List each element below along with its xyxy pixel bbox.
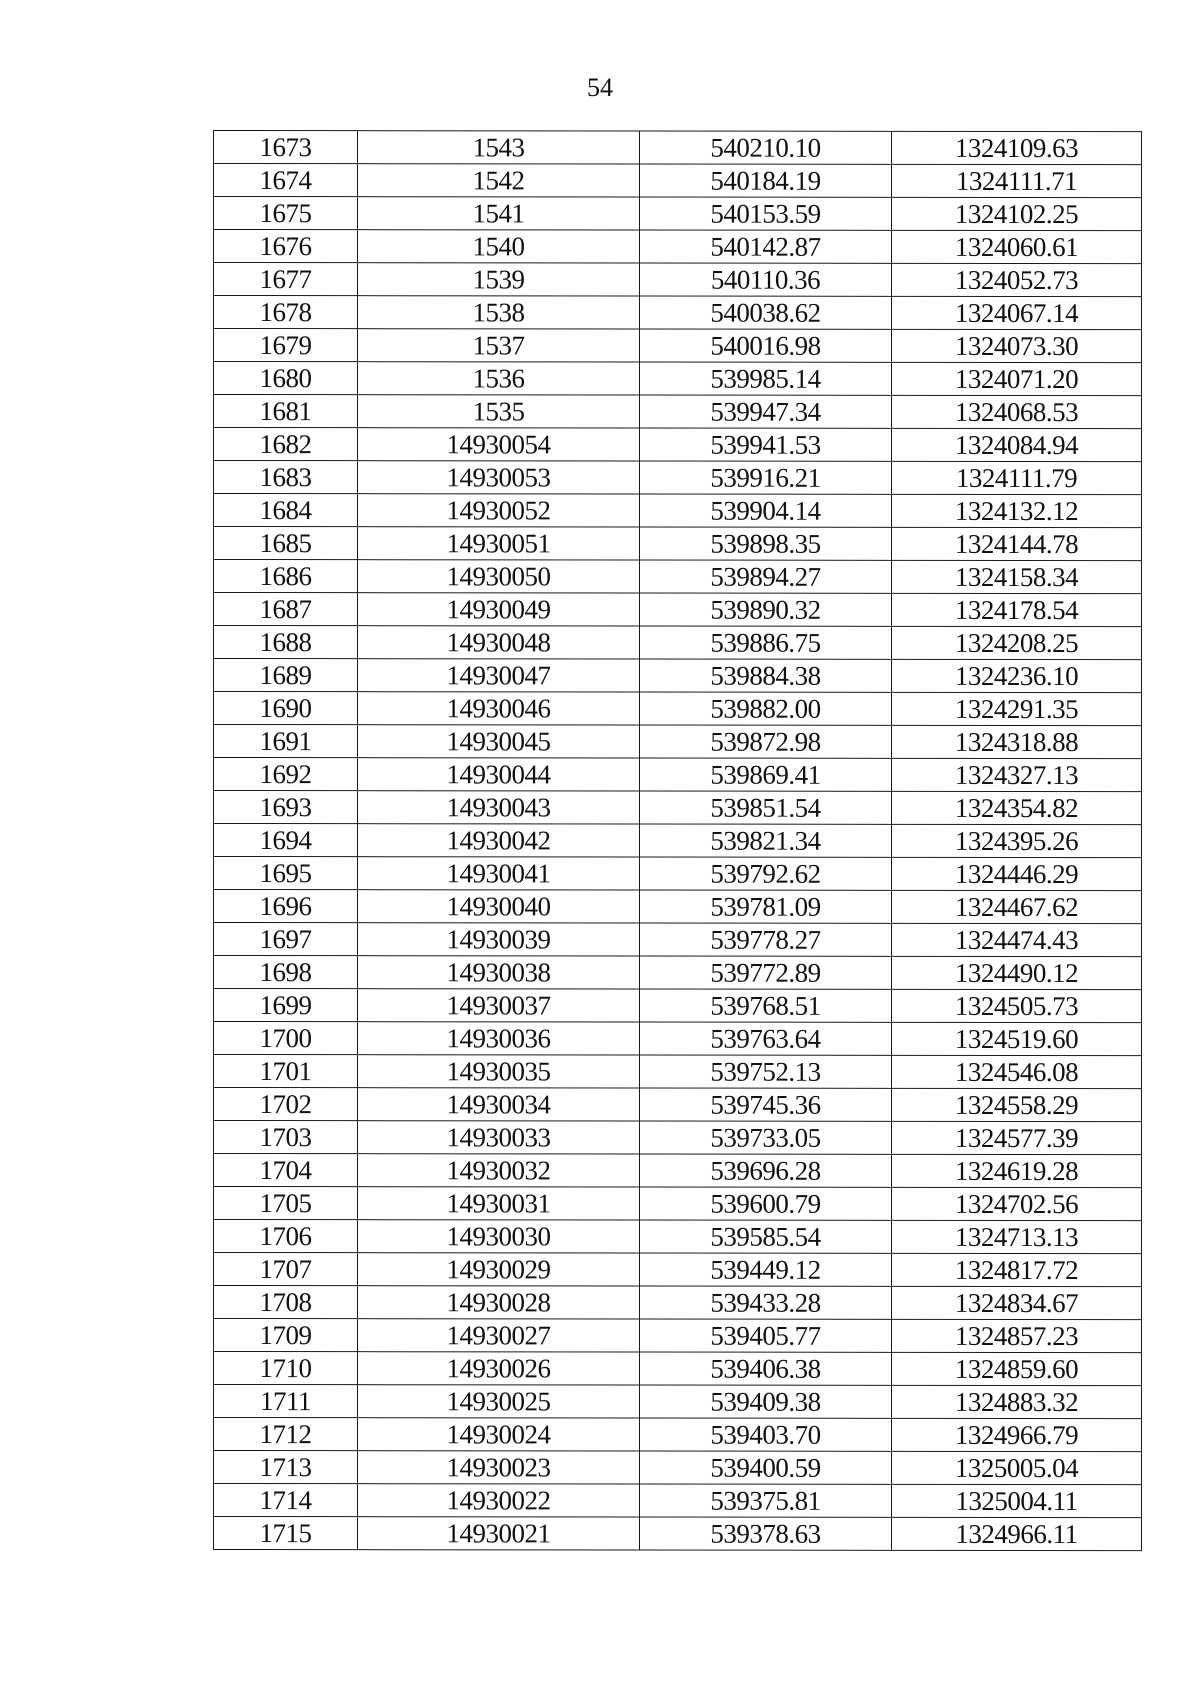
parcel-number-cell: 14930046 bbox=[358, 692, 640, 725]
x-coordinate-cell: 539851.54 bbox=[640, 791, 892, 824]
parcel-number-cell: 1539 bbox=[358, 263, 640, 296]
point-number-cell: 1695 bbox=[214, 857, 358, 890]
table-row bbox=[214, 395, 1142, 429]
y-coordinate-cell: 1324291.35 bbox=[892, 692, 1142, 725]
table-row bbox=[214, 1286, 1142, 1320]
parcel-number-cell: 14930025 bbox=[358, 1385, 640, 1418]
parcel-number-cell: 14930034 bbox=[358, 1088, 640, 1121]
y-coordinate-cell: 1324236.10 bbox=[892, 659, 1142, 692]
table-row bbox=[214, 131, 1142, 165]
x-coordinate-cell: 539772.89 bbox=[640, 956, 892, 989]
point-number-cell: 1678 bbox=[214, 296, 358, 329]
table-row bbox=[214, 461, 1142, 495]
x-coordinate-cell: 539433.28 bbox=[640, 1286, 892, 1319]
table-row bbox=[214, 560, 1142, 594]
table-row bbox=[214, 725, 1142, 759]
x-coordinate-cell: 539406.38 bbox=[640, 1352, 892, 1385]
y-coordinate-cell: 1325005.04 bbox=[892, 1451, 1142, 1484]
table-row bbox=[214, 1121, 1142, 1155]
y-coordinate-cell: 1324577.39 bbox=[892, 1121, 1142, 1154]
x-coordinate-cell: 539890.32 bbox=[640, 593, 892, 626]
y-coordinate-cell: 1324966.79 bbox=[892, 1418, 1142, 1451]
x-coordinate-cell: 540110.36 bbox=[640, 263, 892, 296]
parcel-number-cell: 14930041 bbox=[358, 857, 640, 890]
page-number: 54 bbox=[587, 73, 613, 102]
point-number-cell: 1675 bbox=[214, 197, 358, 230]
y-coordinate-cell: 1324558.29 bbox=[892, 1088, 1142, 1121]
x-coordinate-cell: 539733.05 bbox=[640, 1121, 892, 1154]
y-coordinate-cell: 1324144.78 bbox=[892, 527, 1142, 560]
point-number-cell: 1705 bbox=[214, 1187, 358, 1220]
coordinates-table bbox=[213, 130, 1142, 1551]
y-coordinate-cell: 1324546.08 bbox=[892, 1055, 1142, 1088]
y-coordinate-cell: 1324102.25 bbox=[892, 197, 1142, 230]
point-number-cell: 1712 bbox=[214, 1418, 358, 1451]
point-number-cell: 1703 bbox=[214, 1121, 358, 1154]
table-row bbox=[214, 428, 1142, 462]
x-coordinate-cell: 540016.98 bbox=[640, 329, 892, 362]
point-number-cell: 1694 bbox=[214, 824, 358, 857]
point-number-cell: 1708 bbox=[214, 1286, 358, 1319]
parcel-number-cell: 1541 bbox=[358, 197, 640, 230]
table-row bbox=[214, 1220, 1142, 1254]
x-coordinate-cell: 539585.54 bbox=[640, 1220, 892, 1253]
x-coordinate-cell: 539872.98 bbox=[640, 725, 892, 758]
point-number-cell: 1700 bbox=[214, 1022, 358, 1055]
x-coordinate-cell: 539882.00 bbox=[640, 692, 892, 725]
point-number-cell: 1685 bbox=[214, 527, 358, 560]
table-row bbox=[214, 494, 1142, 528]
parcel-number-cell: 14930021 bbox=[358, 1517, 640, 1550]
parcel-number-cell: 14930040 bbox=[358, 890, 640, 923]
parcel-number-cell: 1535 bbox=[358, 395, 640, 428]
parcel-number-cell: 14930048 bbox=[358, 626, 640, 659]
point-number-cell: 1689 bbox=[214, 659, 358, 692]
y-coordinate-cell: 1324111.79 bbox=[892, 461, 1142, 494]
point-number-cell: 1706 bbox=[214, 1220, 358, 1253]
x-coordinate-cell: 539696.28 bbox=[640, 1154, 892, 1187]
x-coordinate-cell: 539985.14 bbox=[640, 362, 892, 395]
y-coordinate-cell: 1324068.53 bbox=[892, 395, 1142, 428]
parcel-number-cell: 1536 bbox=[358, 362, 640, 395]
table-row bbox=[214, 1154, 1142, 1188]
x-coordinate-cell: 539781.09 bbox=[640, 890, 892, 923]
table-row bbox=[214, 1418, 1142, 1452]
y-coordinate-cell: 1324327.13 bbox=[892, 758, 1142, 791]
parcel-number-cell: 14930030 bbox=[358, 1220, 640, 1253]
parcel-number-cell: 1537 bbox=[358, 329, 640, 362]
parcel-number-cell: 14930051 bbox=[358, 527, 640, 560]
x-coordinate-cell: 539916.21 bbox=[640, 461, 892, 494]
x-coordinate-cell: 539778.27 bbox=[640, 923, 892, 956]
y-coordinate-cell: 1324702.56 bbox=[892, 1187, 1142, 1220]
y-coordinate-cell: 1324109.63 bbox=[892, 131, 1142, 164]
x-coordinate-cell: 539884.38 bbox=[640, 659, 892, 692]
y-coordinate-cell: 1324178.54 bbox=[892, 593, 1142, 626]
x-coordinate-cell: 539886.75 bbox=[640, 626, 892, 659]
x-coordinate-cell: 540142.87 bbox=[640, 230, 892, 263]
table-row bbox=[214, 1517, 1142, 1551]
table-row bbox=[214, 758, 1142, 792]
y-coordinate-cell: 1324446.29 bbox=[892, 857, 1142, 890]
x-coordinate-cell: 539403.70 bbox=[640, 1418, 892, 1451]
x-coordinate-cell: 540153.59 bbox=[640, 197, 892, 230]
parcel-number-cell: 1543 bbox=[358, 131, 640, 164]
y-coordinate-cell: 1324060.61 bbox=[892, 230, 1142, 263]
table-row bbox=[214, 659, 1142, 693]
table-row bbox=[214, 1022, 1142, 1056]
table-row bbox=[214, 362, 1142, 396]
table-row bbox=[214, 1352, 1142, 1386]
parcel-number-cell: 14930043 bbox=[358, 791, 640, 824]
x-coordinate-cell: 539752.13 bbox=[640, 1055, 892, 1088]
table-row bbox=[214, 824, 1142, 858]
point-number-cell: 1677 bbox=[214, 263, 358, 296]
x-coordinate-cell: 539745.36 bbox=[640, 1088, 892, 1121]
y-coordinate-cell: 1324084.94 bbox=[892, 428, 1142, 461]
y-coordinate-cell: 1324067.14 bbox=[892, 296, 1142, 329]
parcel-number-cell: 14930047 bbox=[358, 659, 640, 692]
x-coordinate-cell: 539898.35 bbox=[640, 527, 892, 560]
y-coordinate-cell: 1324071.20 bbox=[892, 362, 1142, 395]
table-row bbox=[214, 230, 1142, 264]
table-row bbox=[214, 989, 1142, 1023]
x-coordinate-cell: 539600.79 bbox=[640, 1187, 892, 1220]
x-coordinate-cell: 540210.10 bbox=[640, 131, 892, 164]
x-coordinate-cell: 539904.14 bbox=[640, 494, 892, 527]
x-coordinate-cell: 539821.34 bbox=[640, 824, 892, 857]
table-row bbox=[214, 1451, 1142, 1485]
table-row bbox=[214, 263, 1142, 297]
x-coordinate-cell: 539869.41 bbox=[640, 758, 892, 791]
y-coordinate-cell: 1324474.43 bbox=[892, 923, 1142, 956]
y-coordinate-cell: 1324859.60 bbox=[892, 1352, 1142, 1385]
point-number-cell: 1683 bbox=[214, 461, 358, 494]
parcel-number-cell: 14930029 bbox=[358, 1253, 640, 1286]
x-coordinate-cell: 540038.62 bbox=[640, 296, 892, 329]
point-number-cell: 1692 bbox=[214, 758, 358, 791]
point-number-cell: 1680 bbox=[214, 362, 358, 395]
parcel-number-cell: 14930045 bbox=[358, 725, 640, 758]
parcel-number-cell: 14930038 bbox=[358, 956, 640, 989]
parcel-number-cell: 14930054 bbox=[358, 428, 640, 461]
point-number-cell: 1715 bbox=[214, 1517, 358, 1550]
y-coordinate-cell: 1324132.12 bbox=[892, 494, 1142, 527]
parcel-number-cell: 14930024 bbox=[358, 1418, 640, 1451]
point-number-cell: 1682 bbox=[214, 428, 358, 461]
point-number-cell: 1702 bbox=[214, 1088, 358, 1121]
parcel-number-cell: 14930039 bbox=[358, 923, 640, 956]
parcel-number-cell: 14930026 bbox=[358, 1352, 640, 1385]
x-coordinate-cell: 539763.64 bbox=[640, 1022, 892, 1055]
parcel-number-cell: 1540 bbox=[358, 230, 640, 263]
table-row bbox=[214, 1484, 1142, 1518]
point-number-cell: 1696 bbox=[214, 890, 358, 923]
y-coordinate-cell: 1324817.72 bbox=[892, 1253, 1142, 1286]
table-row bbox=[214, 1319, 1142, 1353]
x-coordinate-cell: 540184.19 bbox=[640, 164, 892, 197]
x-coordinate-cell: 539405.77 bbox=[640, 1319, 892, 1352]
y-coordinate-cell: 1324467.62 bbox=[892, 890, 1142, 923]
table-row bbox=[214, 1088, 1142, 1122]
point-number-cell: 1693 bbox=[214, 791, 358, 824]
y-coordinate-cell: 1324857.23 bbox=[892, 1319, 1142, 1352]
point-number-cell: 1679 bbox=[214, 329, 358, 362]
y-coordinate-cell: 1324111.71 bbox=[892, 164, 1142, 197]
table-row bbox=[214, 1253, 1142, 1287]
point-number-cell: 1709 bbox=[214, 1319, 358, 1352]
point-number-cell: 1710 bbox=[214, 1352, 358, 1385]
point-number-cell: 1711 bbox=[214, 1385, 358, 1418]
y-coordinate-cell: 1324490.12 bbox=[892, 956, 1142, 989]
point-number-cell: 1681 bbox=[214, 395, 358, 428]
point-number-cell: 1697 bbox=[214, 923, 358, 956]
table-row bbox=[214, 164, 1142, 198]
table-row bbox=[214, 1385, 1142, 1419]
point-number-cell: 1690 bbox=[214, 692, 358, 725]
parcel-number-cell: 14930027 bbox=[358, 1319, 640, 1352]
parcel-number-cell: 14930053 bbox=[358, 461, 640, 494]
parcel-number-cell: 14930022 bbox=[358, 1484, 640, 1517]
table-row bbox=[214, 593, 1142, 627]
y-coordinate-cell: 1324519.60 bbox=[892, 1022, 1142, 1055]
parcel-number-cell: 14930033 bbox=[358, 1121, 640, 1154]
table-row bbox=[214, 923, 1142, 957]
y-coordinate-cell: 1324158.34 bbox=[892, 560, 1142, 593]
x-coordinate-cell: 539947.34 bbox=[640, 395, 892, 428]
parcel-number-cell: 14930037 bbox=[358, 989, 640, 1022]
point-number-cell: 1688 bbox=[214, 626, 358, 659]
parcel-number-cell: 14930023 bbox=[358, 1451, 640, 1484]
x-coordinate-cell: 539449.12 bbox=[640, 1253, 892, 1286]
y-coordinate-cell: 1324883.32 bbox=[892, 1385, 1142, 1418]
parcel-number-cell: 14930035 bbox=[358, 1055, 640, 1088]
x-coordinate-cell: 539941.53 bbox=[640, 428, 892, 461]
point-number-cell: 1704 bbox=[214, 1154, 358, 1187]
table-row bbox=[214, 956, 1142, 990]
parcel-number-cell: 14930044 bbox=[358, 758, 640, 791]
point-number-cell: 1698 bbox=[214, 956, 358, 989]
point-number-cell: 1673 bbox=[214, 131, 358, 164]
parcel-number-cell: 1542 bbox=[358, 164, 640, 197]
point-number-cell: 1676 bbox=[214, 230, 358, 263]
x-coordinate-cell: 539768.51 bbox=[640, 989, 892, 1022]
y-coordinate-cell: 1324208.25 bbox=[892, 626, 1142, 659]
point-number-cell: 1686 bbox=[214, 560, 358, 593]
y-coordinate-cell: 1324318.88 bbox=[892, 725, 1142, 758]
parcel-number-cell: 14930036 bbox=[358, 1022, 640, 1055]
point-number-cell: 1691 bbox=[214, 725, 358, 758]
parcel-number-cell: 14930049 bbox=[358, 593, 640, 626]
parcel-number-cell: 14930050 bbox=[358, 560, 640, 593]
y-coordinate-cell: 1324713.13 bbox=[892, 1220, 1142, 1253]
point-number-cell: 1707 bbox=[214, 1253, 358, 1286]
table-row bbox=[214, 329, 1142, 363]
table-row bbox=[214, 692, 1142, 726]
point-number-cell: 1687 bbox=[214, 593, 358, 626]
point-number-cell: 1684 bbox=[214, 494, 358, 527]
parcel-number-cell: 14930028 bbox=[358, 1286, 640, 1319]
point-number-cell: 1714 bbox=[214, 1484, 358, 1517]
y-coordinate-cell: 1324505.73 bbox=[892, 989, 1142, 1022]
y-coordinate-cell: 1324354.82 bbox=[892, 791, 1142, 824]
table-row bbox=[214, 626, 1142, 660]
table-row bbox=[214, 1055, 1142, 1089]
x-coordinate-cell: 539400.59 bbox=[640, 1451, 892, 1484]
x-coordinate-cell: 539378.63 bbox=[640, 1517, 892, 1550]
y-coordinate-cell: 1325004.11 bbox=[892, 1484, 1142, 1517]
table-row bbox=[214, 857, 1142, 891]
point-number-cell: 1701 bbox=[214, 1055, 358, 1088]
table-row bbox=[214, 527, 1142, 561]
point-number-cell: 1674 bbox=[214, 164, 358, 197]
y-coordinate-cell: 1324395.26 bbox=[892, 824, 1142, 857]
parcel-number-cell: 14930032 bbox=[358, 1154, 640, 1187]
y-coordinate-cell: 1324073.30 bbox=[892, 329, 1142, 362]
parcel-number-cell: 14930042 bbox=[358, 824, 640, 857]
y-coordinate-cell: 1324619.28 bbox=[892, 1154, 1142, 1187]
y-coordinate-cell: 1324966.11 bbox=[892, 1517, 1142, 1550]
table-body bbox=[214, 131, 1142, 1551]
x-coordinate-cell: 539375.81 bbox=[640, 1484, 892, 1517]
table-row bbox=[214, 791, 1142, 825]
table-row bbox=[214, 197, 1142, 231]
x-coordinate-cell: 539792.62 bbox=[640, 857, 892, 890]
parcel-number-cell: 14930031 bbox=[358, 1187, 640, 1220]
table-row bbox=[214, 296, 1142, 330]
table-row bbox=[214, 890, 1142, 924]
x-coordinate-cell: 539409.38 bbox=[640, 1385, 892, 1418]
parcel-number-cell: 14930052 bbox=[358, 494, 640, 527]
point-number-cell: 1713 bbox=[214, 1451, 358, 1484]
x-coordinate-cell: 539894.27 bbox=[640, 560, 892, 593]
y-coordinate-cell: 1324052.73 bbox=[892, 263, 1142, 296]
y-coordinate-cell: 1324834.67 bbox=[892, 1286, 1142, 1319]
point-number-cell: 1699 bbox=[214, 989, 358, 1022]
parcel-number-cell: 1538 bbox=[358, 296, 640, 329]
table-row bbox=[214, 1187, 1142, 1221]
